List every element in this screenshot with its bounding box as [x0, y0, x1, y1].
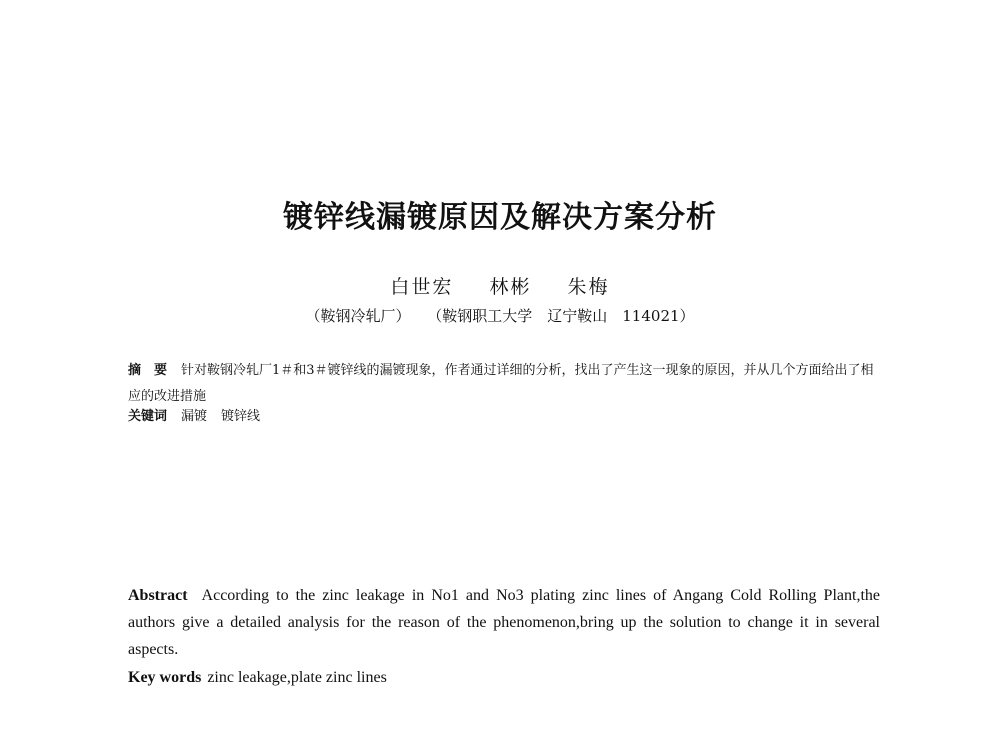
paper-title: 镀锌线漏镀原因及解决方案分析	[283, 200, 717, 235]
author-name: 白世宏	[390, 276, 454, 298]
chinese-keyword: 漏镀	[181, 409, 208, 424]
english-abstract-text: According to the zinc leakage in No1 and No3 plating zinc lines of Angang Cold Rolling Plant,the authors give a detailed analysis for the reason of the phenomenon,bring up the solution to change it in several aspects.	[128, 587, 880, 658]
chinese-keyword: 镀锌线	[221, 409, 261, 424]
chinese-keywords	[128, 405, 880, 429]
chinese-abstract-label: 摘 要	[128, 363, 168, 378]
affiliation: （鞍钢冷轧厂）	[305, 307, 411, 325]
author-name: 朱梅	[567, 276, 610, 298]
english-keywords-label: Key words	[128, 669, 202, 686]
chinese-abstract-text: 针对鞍钢冷轧厂1＃和3＃镀锌线的漏镀现象，作者通过详细的分析，找出了产生这一现象的原因，并从几个方面给出了相应的改进措施	[128, 363, 874, 404]
english-abstract-label: Abstract	[128, 587, 188, 604]
author-name: 林彬	[489, 276, 532, 298]
english-keywords	[128, 664, 880, 691]
affiliation: （鞍钢职工大学 辽宁鞍山 114021）	[427, 307, 695, 325]
english-abstract	[128, 582, 880, 663]
author-list	[0, 272, 1000, 299]
english-keywords-text: zinc leakage,plate zinc lines	[207, 669, 387, 686]
chinese-keywords-label: 关键词	[128, 409, 168, 424]
affiliation-line	[0, 305, 1000, 326]
chinese-abstract	[128, 358, 880, 410]
